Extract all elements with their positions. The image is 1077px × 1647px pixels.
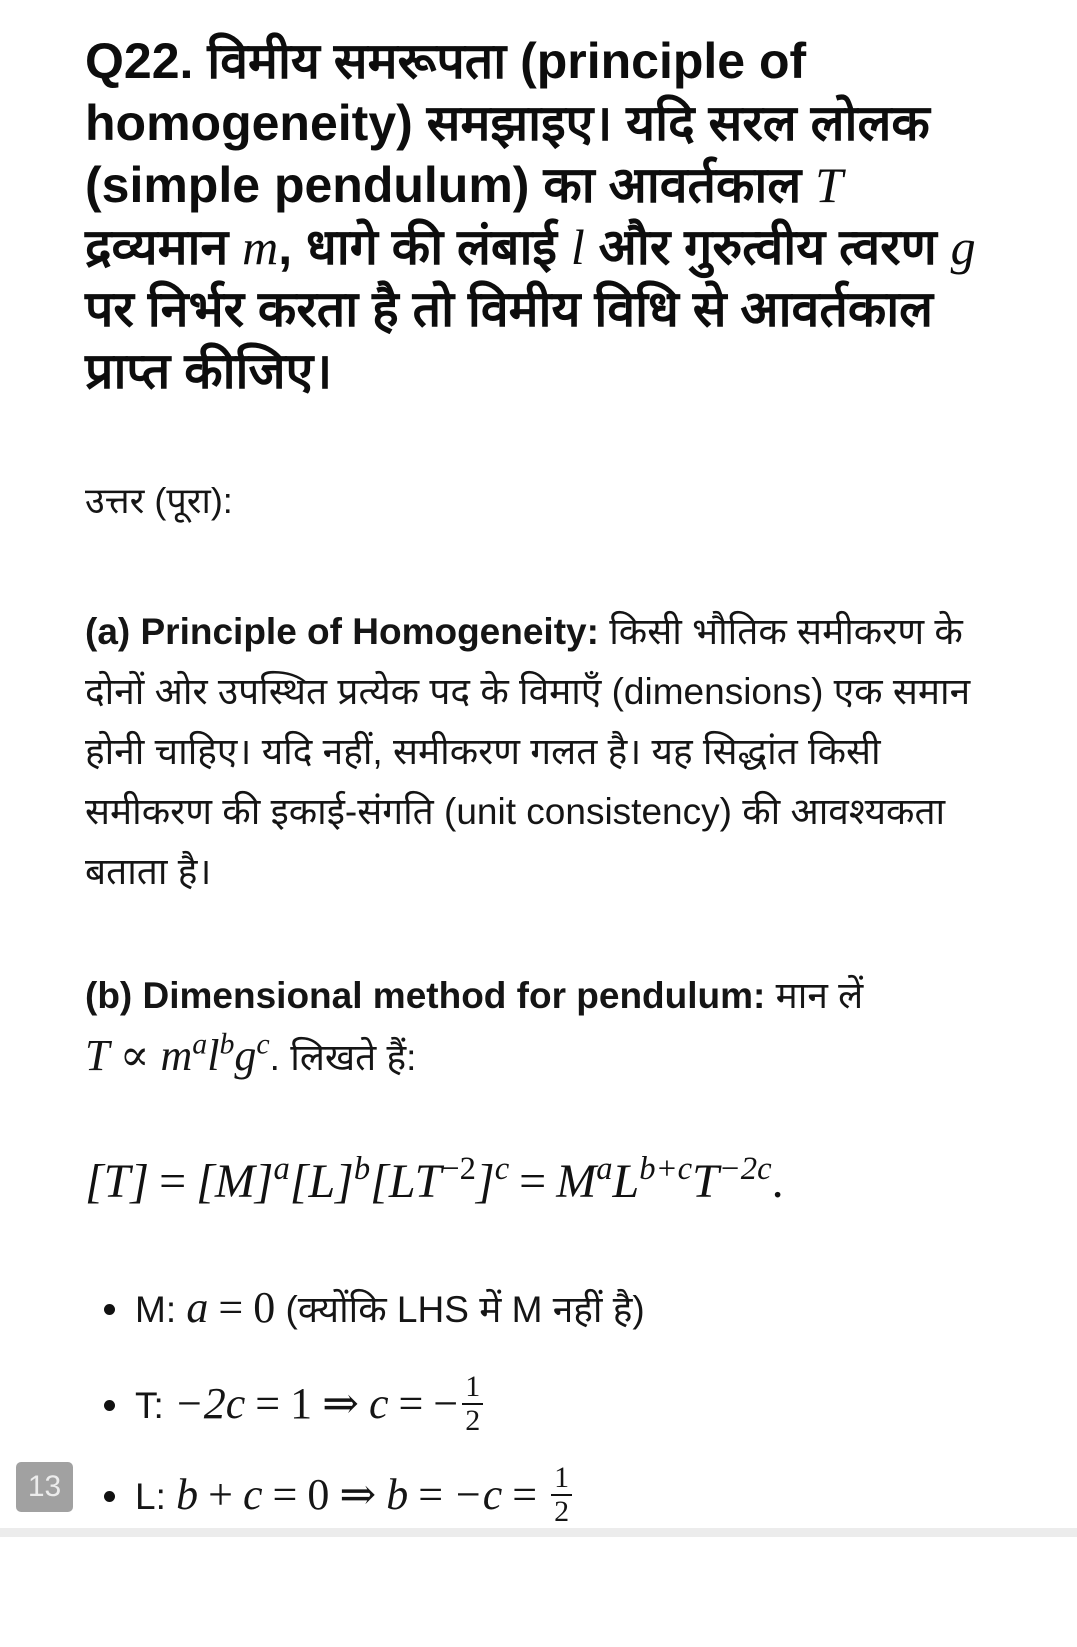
fraction-denominator: 2 [554, 1495, 570, 1528]
list-item [104, 1370, 483, 1440]
list-item [104, 1283, 645, 1335]
math-expr: −c [453, 1469, 503, 1519]
fraction-numerator: 1 [551, 1463, 572, 1496]
bullet-label: M: [135, 1289, 177, 1330]
bullet-note: (क्योंकि LHS में M नहीं है) [275, 1289, 645, 1330]
math-var: c [369, 1378, 389, 1428]
dimensional-equation [85, 1152, 784, 1212]
page-divider [0, 1528, 1077, 1537]
equals-sign: = [512, 1469, 538, 1519]
math-var-T: T [85, 1031, 109, 1080]
eq-accel-term: [LT [370, 1155, 442, 1208]
math-var: b [176, 1469, 199, 1519]
proportionality-formula [85, 1027, 270, 1080]
eq-period: . [771, 1155, 784, 1208]
fraction [462, 1372, 483, 1436]
question-text: पर निर्भर करता है तो विमीय विधि से आवर्तकाल प्राप्त कीजिए। [85, 281, 934, 399]
bullet-label: L: [135, 1475, 166, 1517]
part-b-text: . लिखते हैं: [269, 1037, 417, 1078]
math-var-g: g [950, 219, 976, 275]
eq-lhs: [T] [85, 1155, 150, 1208]
eq-accel-close: ] [476, 1155, 495, 1208]
page-number-badge: 13 [16, 1462, 73, 1512]
implies-arrow: ⇒ [339, 1469, 377, 1519]
fraction-numerator: 1 [462, 1372, 483, 1405]
math-number: 0 [253, 1283, 276, 1332]
math-var-m: m [160, 1031, 193, 1080]
part-b-text: मान लें [765, 975, 864, 1016]
exponent-minus-2c: −2c [718, 1151, 772, 1188]
equals-sign: = [519, 1155, 547, 1208]
equals-sign: = [218, 1283, 244, 1332]
math-var-g: g [234, 1031, 257, 1080]
math-var: b [386, 1469, 409, 1519]
exponent-c: c [256, 1027, 270, 1061]
exponent-b-plus-c: b+c [639, 1151, 693, 1188]
plus-sign: + [208, 1469, 233, 1519]
minus-sign: − [433, 1378, 459, 1428]
question-text: विमीय समरूपता (principle of homogeneity) समझाइए। यदि सरल लोलक (simple pendulum) का आवर्तकाल [85, 33, 930, 213]
bullet-dot-icon [104, 1491, 115, 1502]
math-expr: −2c [174, 1378, 246, 1428]
math-var-T: T [815, 157, 843, 213]
question-number: Q22. [85, 33, 194, 89]
exponent-a: a [596, 1151, 613, 1188]
bullet-label: T: [135, 1384, 164, 1426]
math-number: 1 [290, 1378, 313, 1428]
equals-sign: = [159, 1155, 187, 1208]
bullet-dot-icon [104, 1400, 115, 1411]
part-b-paragraph [85, 966, 995, 1088]
equals-sign: = [272, 1469, 298, 1519]
math-var-l: l [207, 1031, 220, 1080]
part-a-label: (a) Principle of Homogeneity: [85, 611, 599, 652]
equals-sign: = [255, 1378, 281, 1428]
part-a-paragraph [85, 602, 995, 902]
equals-sign: = [418, 1469, 444, 1519]
implies-arrow: ⇒ [322, 1378, 359, 1428]
math-var-l: l [570, 219, 585, 275]
proportional-symbol: ∝ [119, 1031, 150, 1080]
eq-L: L [612, 1155, 640, 1208]
fraction-denominator: 2 [465, 1404, 481, 1437]
exponent-b: b [219, 1027, 235, 1061]
eq-mass-term: [M] [196, 1155, 274, 1208]
eq-M: M [556, 1155, 597, 1208]
fraction [551, 1463, 572, 1527]
question-text: और गुरुत्वीय त्वरण [584, 219, 951, 275]
equals-sign: = [398, 1378, 424, 1428]
eq-length-term: [L] [289, 1155, 354, 1208]
eq-T: T [692, 1155, 719, 1208]
exponent-c: c [494, 1151, 510, 1188]
answer-heading: उत्तर (पूरा): [85, 480, 233, 521]
question-title [85, 30, 985, 402]
part-a-text: किसी भौतिक समीकरण के दोनों ओर उपस्थित प्रत्येक पद के विमाएँ (dimensions) एक समान होनी चाहिए। यदि नहीं, समीकरण गलत है। यह सिद्धांत किसी समीकरण की इकाई-संगति (unit consistency) की आवश्यकता बताता है। [85, 611, 971, 892]
part-b-label: (b) Dimensional method for pendulum: [85, 975, 766, 1016]
question-text: , धागे की लंबाई [278, 219, 571, 275]
exponent-b: b [353, 1151, 371, 1188]
math-number: 0 [307, 1469, 330, 1519]
question-text: द्रव्यमान [85, 219, 243, 275]
exponent-a: a [192, 1027, 208, 1061]
math-var: a [186, 1283, 209, 1332]
math-var: c [242, 1469, 263, 1519]
math-var-m: m [242, 219, 279, 275]
exponent-a: a [273, 1151, 290, 1188]
exponent-minus-2: −2 [441, 1151, 476, 1188]
list-item [104, 1461, 572, 1531]
bullet-dot-icon [104, 1304, 115, 1315]
